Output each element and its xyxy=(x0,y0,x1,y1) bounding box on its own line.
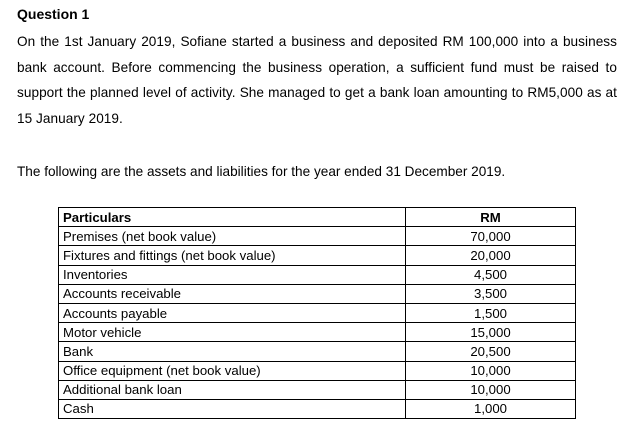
question-heading: Question 1 xyxy=(17,6,90,22)
row-particular: Additional bank loan xyxy=(59,380,406,399)
row-particular: Cash xyxy=(59,399,406,418)
row-amount: 20,500 xyxy=(406,342,576,361)
row-amount: 1,500 xyxy=(406,303,576,322)
question-paragraph: On the 1st January 2019, Sofiane started a business and deposited RM 100,000 into a business bank account. Before commencing the business operation, a sufficient fund must be raised to support the planned level of activity. She managed to get a bank loan amounting to RM5,000 as at 15 January 2019. xyxy=(17,34,617,126)
row-amount: 10,000 xyxy=(406,380,576,399)
row-particular: Bank xyxy=(59,342,406,361)
row-particular: Office equipment (net book value) xyxy=(59,361,406,380)
table-row xyxy=(59,380,576,399)
row-amount: 1,000 xyxy=(406,399,576,418)
row-particular: Inventories xyxy=(59,265,406,284)
row-particular: Accounts payable xyxy=(59,303,406,322)
table-header-row xyxy=(59,208,576,227)
row-particular: Premises (net book value) xyxy=(59,227,406,246)
row-particular: Fixtures and fittings (net book value) xyxy=(59,246,406,265)
table-row xyxy=(59,265,576,284)
table-row xyxy=(59,361,576,380)
table-row xyxy=(59,246,576,265)
row-particular: Motor vehicle xyxy=(59,323,406,342)
assets-liabilities-table xyxy=(58,207,576,419)
row-amount: 15,000 xyxy=(406,323,576,342)
table-intro-text: The following are the assets and liabilities for the year ended 31 December 2019. xyxy=(17,164,506,179)
table-row xyxy=(59,303,576,322)
table-row xyxy=(59,227,576,246)
row-amount: 10,000 xyxy=(406,361,576,380)
table-row xyxy=(59,323,576,342)
row-amount: 20,000 xyxy=(406,246,576,265)
row-particular: Accounts receivable xyxy=(59,284,406,303)
table-row xyxy=(59,284,576,303)
table-row xyxy=(59,399,576,418)
row-amount: 70,000 xyxy=(406,227,576,246)
rm-header: RM xyxy=(406,208,576,227)
table-row xyxy=(59,342,576,361)
row-amount: 3,500 xyxy=(406,284,576,303)
particulars-header: Particulars xyxy=(59,208,406,227)
row-amount: 4,500 xyxy=(406,265,576,284)
question-document xyxy=(17,6,617,180)
